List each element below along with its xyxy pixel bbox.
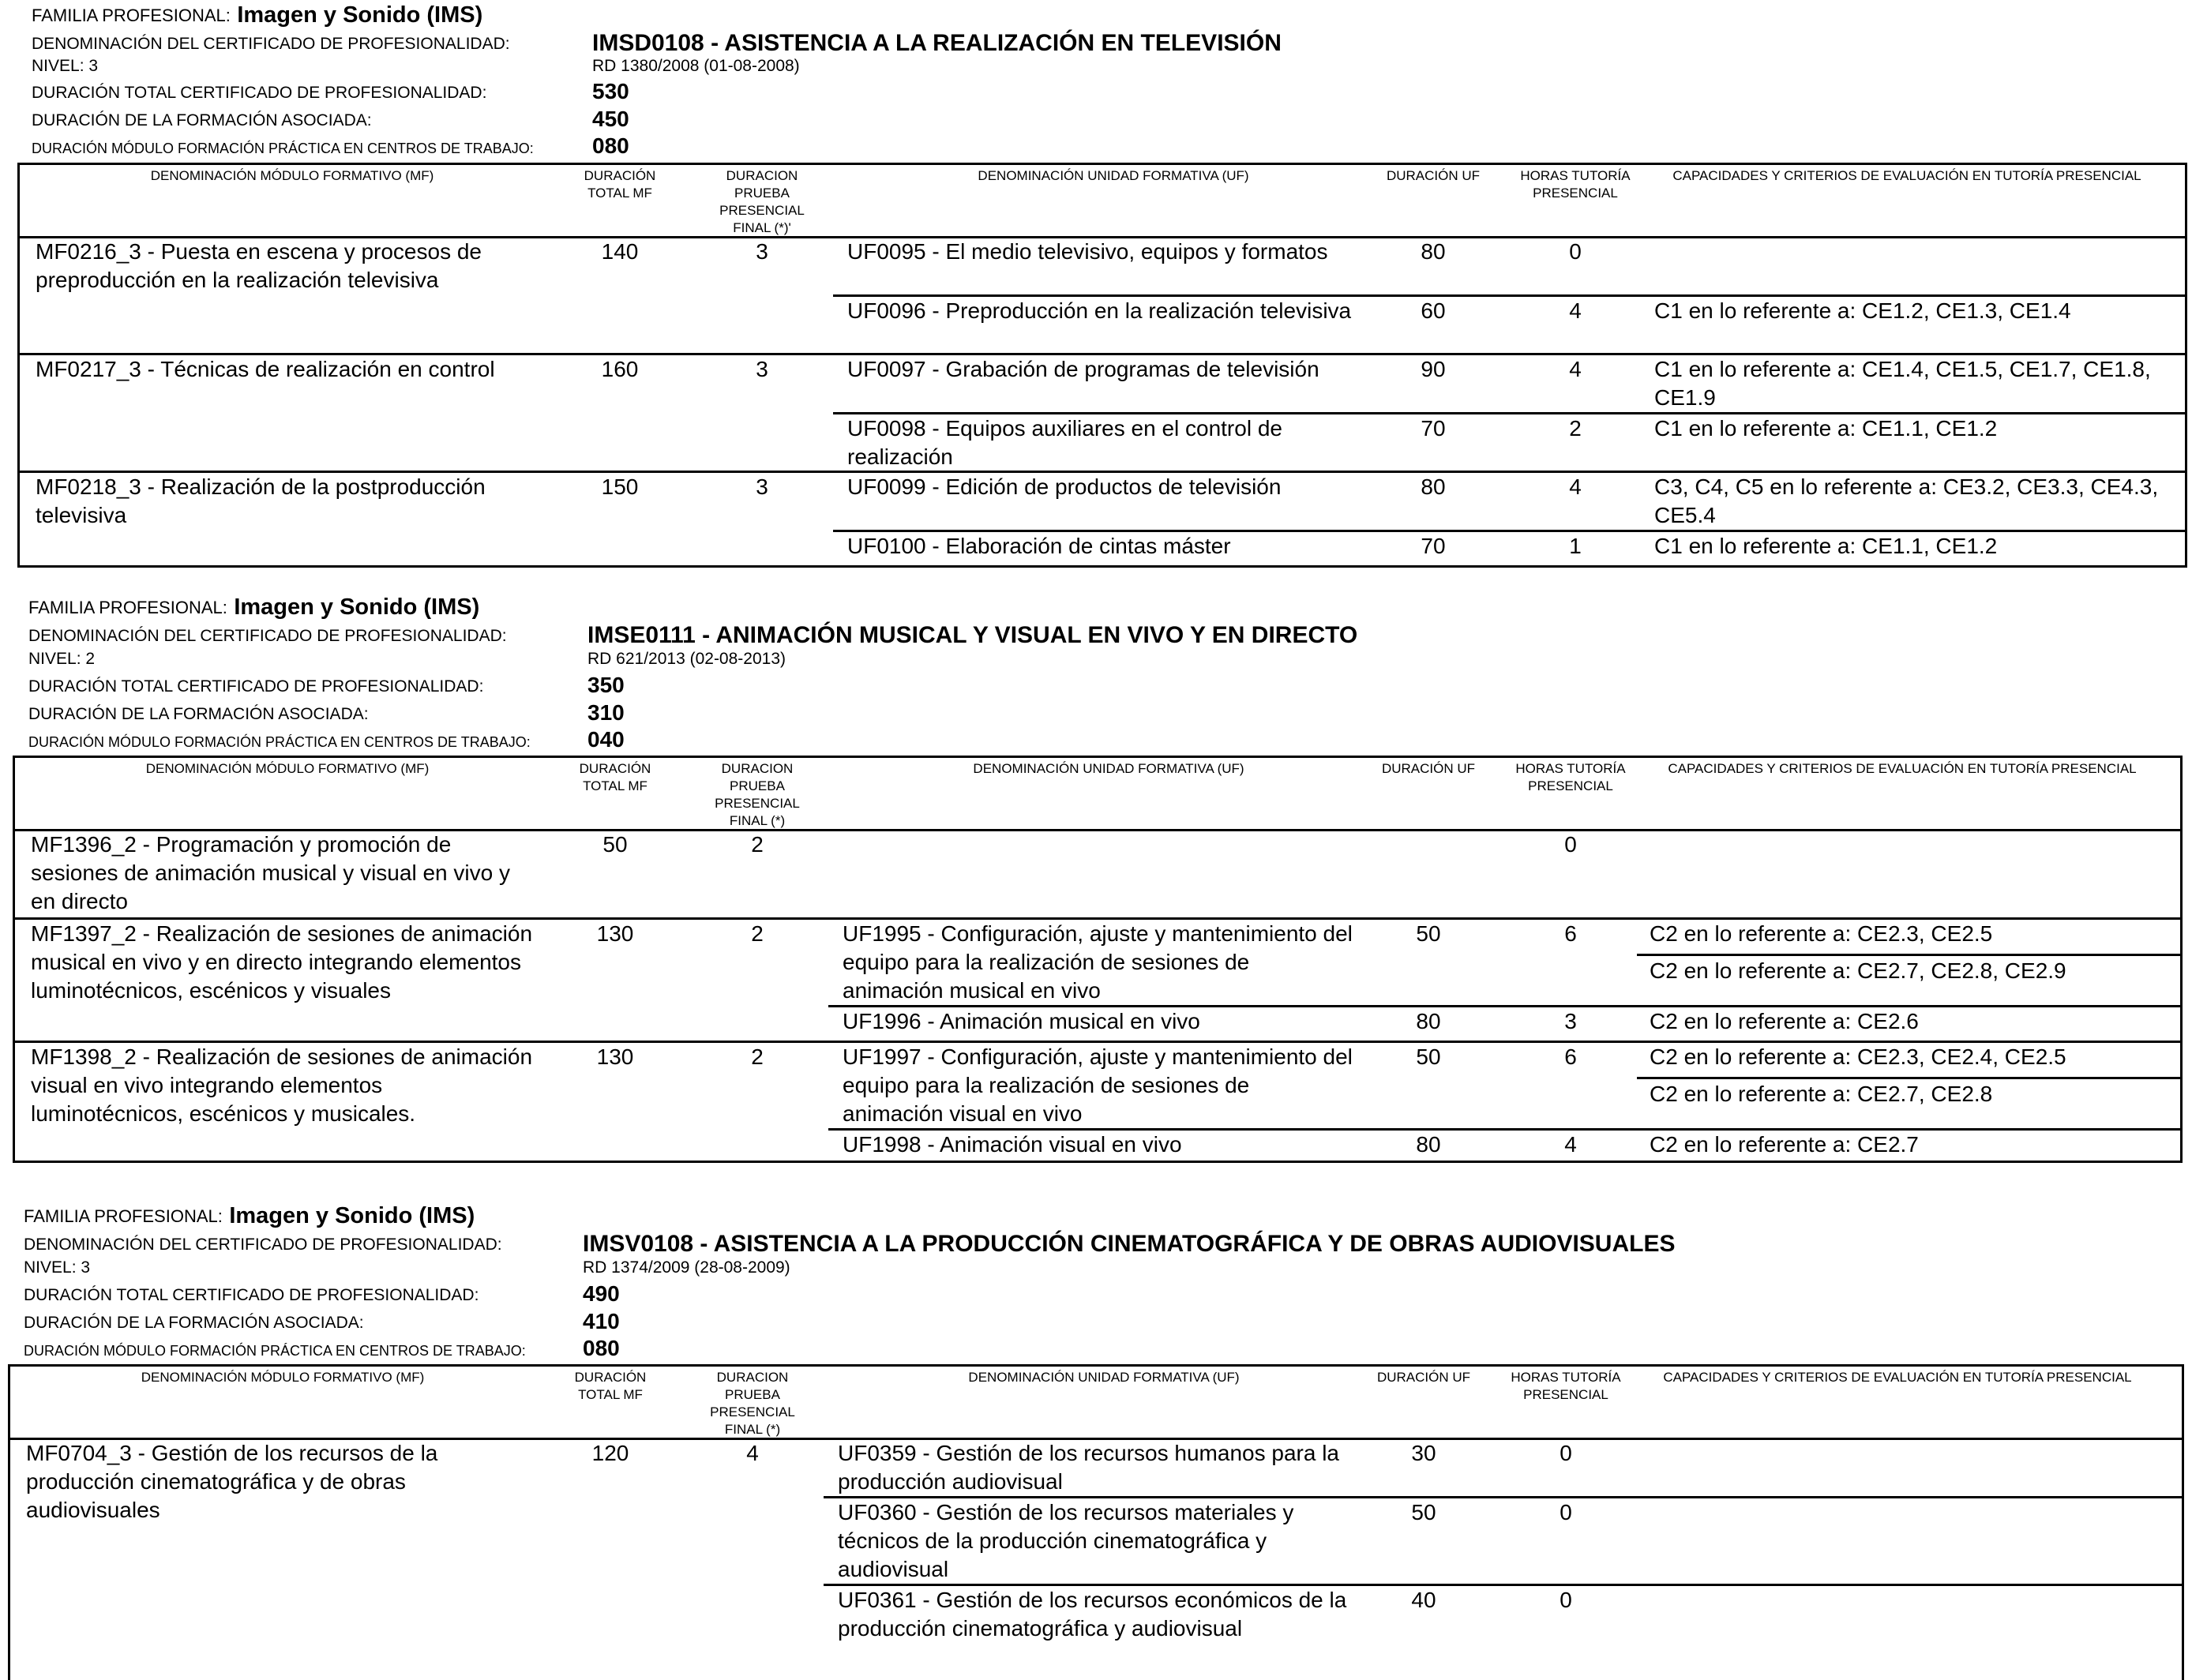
modules-table [13,756,2183,1163]
module-duration: 130 [596,921,634,946]
header-capacidades: CAPACIDADES Y CRITERIOS DE EVALUACIÓN EN TUTORÍA PRESENCIAL [1672,168,2141,183]
familia-row [28,594,480,620]
unit-duration: 80 [1421,474,1446,499]
duracion-practica-value: 080 [583,1336,620,1360]
module-duration: 160 [601,357,639,381]
duracion-practica-value: 080 [592,133,629,158]
unit-duration: 60 [1421,298,1446,323]
duracion-formacion-label: DURACIÓN DE LA FORMACIÓN ASOCIADA: [28,705,369,723]
rd-value: RD 1374/2009 (28-08-2009) [583,1258,790,1277]
header-duracion-mf: DURACIÓN TOTAL MF [574,1370,647,1402]
unit-duration: 90 [1421,357,1446,381]
unit-horas: 0 [1560,1500,1572,1524]
header-horas-tutoria: HORAS TUTORÍA PRESENCIAL [1515,761,1626,793]
module-prueba: 2 [751,832,764,857]
module-prueba: 4 [746,1441,759,1465]
header-prueba: DURACION PRUEBA PRESENCIAL FINAL (*)' [719,168,805,235]
header-mf: DENOMINACIÓN MÓDULO FORMATIVO (MF) [145,761,430,776]
certificate-title: IMSE0111 - ANIMACIÓN MUSICAL Y VISUAL EN VIVO Y EN DIRECTO [587,622,1358,648]
nivel-label: NIVEL: 3 [24,1258,91,1277]
unit-duration: 50 [1411,1500,1436,1524]
header-capacidades: CAPACIDADES Y CRITERIOS DE EVALUACIÓN EN TUTORÍA PRESENCIAL [1668,761,2137,776]
modules-table [17,163,2187,568]
unit-name: UF1996 - Animación musical en vivo [843,1009,1200,1033]
unit-horas: 4 [1569,474,1582,499]
row-divider [1637,1077,2180,1079]
module-prueba: 2 [751,921,764,946]
unit-name: UF0359 - Gestión de los recursos humanos para la producción audiovisual [838,1441,1339,1494]
unit-horas: 4 [1569,357,1582,381]
unit-capacidades: C1 en lo referente a: CE1.1, CE1.2 [1654,534,1998,558]
unit-duration: 30 [1411,1441,1436,1465]
familia-value: Imagen y Sonido (IMS) [237,2,483,28]
header-uf: DENOMINACIÓN UNIDAD FORMATIVA (UF) [978,168,1249,183]
duracion-total-value: 530 [592,79,629,103]
unit-name: UF1995 - Configuración, ajuste y mantenimiento del equipo para la realización de sesiones de animación musical en vivo [843,921,1353,1003]
unit-duration: 40 [1411,1588,1436,1612]
unit-horas: 0 [1560,1588,1572,1612]
unit-duration: 80 [1416,1009,1441,1033]
unit-horas: 4 [1569,298,1582,323]
duracion-formacion-label: DURACIÓN DE LA FORMACIÓN ASOCIADA: [24,1314,364,1332]
unit-duration: 70 [1421,416,1446,441]
header-duracion-uf: DURACIÓN UF [1376,1370,1471,1385]
unit-horas: 1 [1569,534,1582,558]
header-uf: DENOMINACIÓN UNIDAD FORMATIVA (UF) [973,761,1244,776]
duracion-total-value: 490 [583,1281,620,1306]
denominacion-label: DENOMINACIÓN DEL CERTIFICADO DE PROFESIONALIDAD: [32,35,510,53]
unit-name: UF0099 - Edición de productos de televisión [847,474,1282,499]
rd-value: RD 1380/2008 (01-08-2008) [592,57,800,75]
familia-value: Imagen y Sonido (IMS) [234,594,480,620]
unit-capacidades: C2 en lo referente a: CE2.7, CE2.8 [1650,1082,1993,1106]
module-name: MF0704_3 - Gestión de los recursos de la producción cinematográfica y de obras audiovisuales [26,1441,438,1522]
header-duracion-mf: DURACIÓN TOTAL MF [579,761,651,793]
unit-name: UF0360 - Gestión de los recursos materiales y técnicos de la producción cinematográfica y audiovisual [838,1500,1294,1581]
module-horas: 0 [1564,832,1577,857]
module-duration: 50 [602,832,628,857]
module-duration: 150 [601,474,639,499]
certificate-title: IMSV0108 - ASISTENCIA A LA PRODUCCIÓN CINEMATOGRÁFICA Y DE OBRAS AUDIOVISUALES [583,1231,1676,1257]
denominacion-label: DENOMINACIÓN DEL CERTIFICADO DE PROFESIONALIDAD: [28,627,507,645]
module-prueba: 3 [756,474,768,499]
module-name: MF1396_2 - Programación y promoción de sesiones de animación musical y visual en vivo y en directo [31,832,510,913]
header-prueba: DURACION PRUEBA PRESENCIAL FINAL (*) [710,1370,795,1437]
header-capacidades: CAPACIDADES Y CRITERIOS DE EVALUACIÓN EN TUTORÍA PRESENCIAL [1663,1370,2132,1385]
header-mf: DENOMINACIÓN MÓDULO FORMATIVO (MF) [141,1370,425,1385]
duracion-total-label: DURACIÓN TOTAL CERTIFICADO DE PROFESIONALIDAD: [32,84,487,102]
unit-horas: 0 [1569,239,1582,264]
familia-row [24,1202,475,1228]
header-horas-tutoria: HORAS TUTORÍA PRESENCIAL [1520,168,1631,201]
module-duration: 120 [591,1441,629,1465]
module-duration: 130 [596,1044,634,1069]
header-duracion-uf: DURACIÓN UF [1386,168,1481,183]
unit-name: UF1997 - Configuración, ajuste y mantenimiento del equipo para la realización de sesiones de animación visual en vivo [843,1044,1353,1126]
denominacion-label: DENOMINACIÓN DEL CERTIFICADO DE PROFESIONALIDAD: [24,1236,502,1254]
unit-capacidades: C2 en lo referente a: CE2.3, CE2.5 [1650,921,1993,946]
unit-horas: 2 [1569,416,1582,441]
unit-horas: 0 [1560,1441,1572,1465]
module-prueba: 2 [751,1044,764,1069]
familia-label: FAMILIA PROFESIONAL: [28,598,227,617]
duracion-practica-label: DURACIÓN MÓDULO FORMACIÓN PRÁCTICA EN CENTROS DE TRABAJO: [24,1343,526,1359]
duracion-formacion-value: 310 [587,700,625,725]
duracion-total-label: DURACIÓN TOTAL CERTIFICADO DE PROFESIONALIDAD: [28,677,484,696]
unit-horas: 3 [1564,1009,1577,1033]
familia-value: Imagen y Sonido (IMS) [229,1203,475,1228]
unit-capacidades: C2 en lo referente a: CE2.7, CE2.8, CE2.9 [1650,958,2066,983]
nivel-label: NIVEL: 3 [32,57,99,75]
familia-label: FAMILIA PROFESIONAL: [32,6,231,25]
header-uf: DENOMINACIÓN UNIDAD FORMATIVA (UF) [968,1370,1240,1385]
familia-label: FAMILIA PROFESIONAL: [24,1206,223,1226]
module-name: MF0217_3 - Técnicas de realización en control [36,357,495,381]
header-duracion-mf: DURACIÓN TOTAL MF [584,168,656,201]
unit-name: UF1998 - Animación visual en vivo [843,1132,1182,1157]
duracion-total-value: 350 [587,673,625,697]
duracion-formacion-value: 410 [583,1309,620,1333]
header-duracion-uf: DURACIÓN UF [1381,761,1476,776]
duracion-formacion-label: DURACIÓN DE LA FORMACIÓN ASOCIADA: [32,111,372,129]
module-name: MF0216_3 - Puesta en escena y procesos de preproducción en la realización televisiva [36,239,482,292]
unit-duration: 50 [1416,1044,1441,1069]
module-name: MF0218_3 - Realización de la postproducción televisiva [36,474,486,527]
unit-horas: 6 [1564,1044,1577,1069]
unit-name: UF0095 - El medio televisivo, equipos y formatos [847,239,1328,264]
unit-capacidades: C1 en lo referente a: CE1.1, CE1.2 [1654,416,1998,441]
unit-capacidades: C2 en lo referente a: CE2.7 [1650,1132,1919,1157]
header-horas-tutoria: HORAS TUTORÍA PRESENCIAL [1511,1370,1621,1402]
module-name: MF1397_2 - Realización de sesiones de animación musical en vivo y en directo integrando elementos luminotécnicos, escénicos y visuales [31,921,533,1003]
duracion-practica-label: DURACIÓN MÓDULO FORMACIÓN PRÁCTICA EN CENTROS DE TRABAJO: [32,141,534,156]
module-duration: 140 [601,239,639,264]
unit-horas: 6 [1564,921,1577,946]
unit-duration: 80 [1416,1132,1441,1157]
module-prueba: 3 [756,357,768,381]
unit-name: UF0100 - Elaboración de cintas máster [847,534,1231,558]
unit-name: UF0098 - Equipos auxiliares en el control de realización [847,416,1282,469]
header-prueba: DURACION PRUEBA PRESENCIAL FINAL (*) [715,761,800,828]
unit-horas: 4 [1564,1132,1577,1157]
unit-capacidades: C1 en lo referente a: CE1.4, CE1.5, CE1.7, CE1.8, CE1.9 [1654,357,2151,410]
module-name: MF1398_2 - Realización de sesiones de animación visual en vivo integrando elementos luminotécnicos, escénicos y musicales. [31,1044,533,1126]
unit-duration: 80 [1421,239,1446,264]
module-prueba: 3 [756,239,768,264]
unit-name: UF0097 - Grabación de programas de televisión [847,357,1319,381]
modules-table [8,1364,2184,1680]
unit-duration: 50 [1416,921,1441,946]
unit-capacidades: C2 en lo referente a: CE2.3, CE2.4, CE2.5 [1650,1044,2066,1069]
rd-value: RD 621/2013 (02-08-2013) [587,650,786,668]
duracion-formacion-value: 450 [592,107,629,131]
duracion-total-label: DURACIÓN TOTAL CERTIFICADO DE PROFESIONALIDAD: [24,1286,479,1304]
unit-capacidades: C2 en lo referente a: CE2.6 [1650,1009,1919,1033]
familia-row [32,2,483,28]
unit-capacidades: C1 en lo referente a: CE1.2, CE1.3, CE1.4 [1654,298,2071,323]
row-divider [1637,954,2180,956]
certificate-title: IMSD0108 - ASISTENCIA A LA REALIZACIÓN EN TELEVISIÓN [592,30,1282,56]
duracion-practica-value: 040 [587,727,625,752]
unit-duration: 70 [1421,534,1446,558]
duracion-practica-label: DURACIÓN MÓDULO FORMACIÓN PRÁCTICA EN CENTROS DE TRABAJO: [28,734,531,750]
unit-name: UF0361 - Gestión de los recursos económicos de la producción cinematográfica y audiovisual [838,1588,1347,1641]
unit-name: UF0096 - Preproducción en la realización televisiva [847,298,1352,323]
nivel-label: NIVEL: 2 [28,650,96,668]
unit-capacidades: C3, C4, C5 en lo referente a: CE3.2, CE3.3, CE4.3, CE5.4 [1654,474,2159,527]
header-mf: DENOMINACIÓN MÓDULO FORMATIVO (MF) [150,168,434,183]
